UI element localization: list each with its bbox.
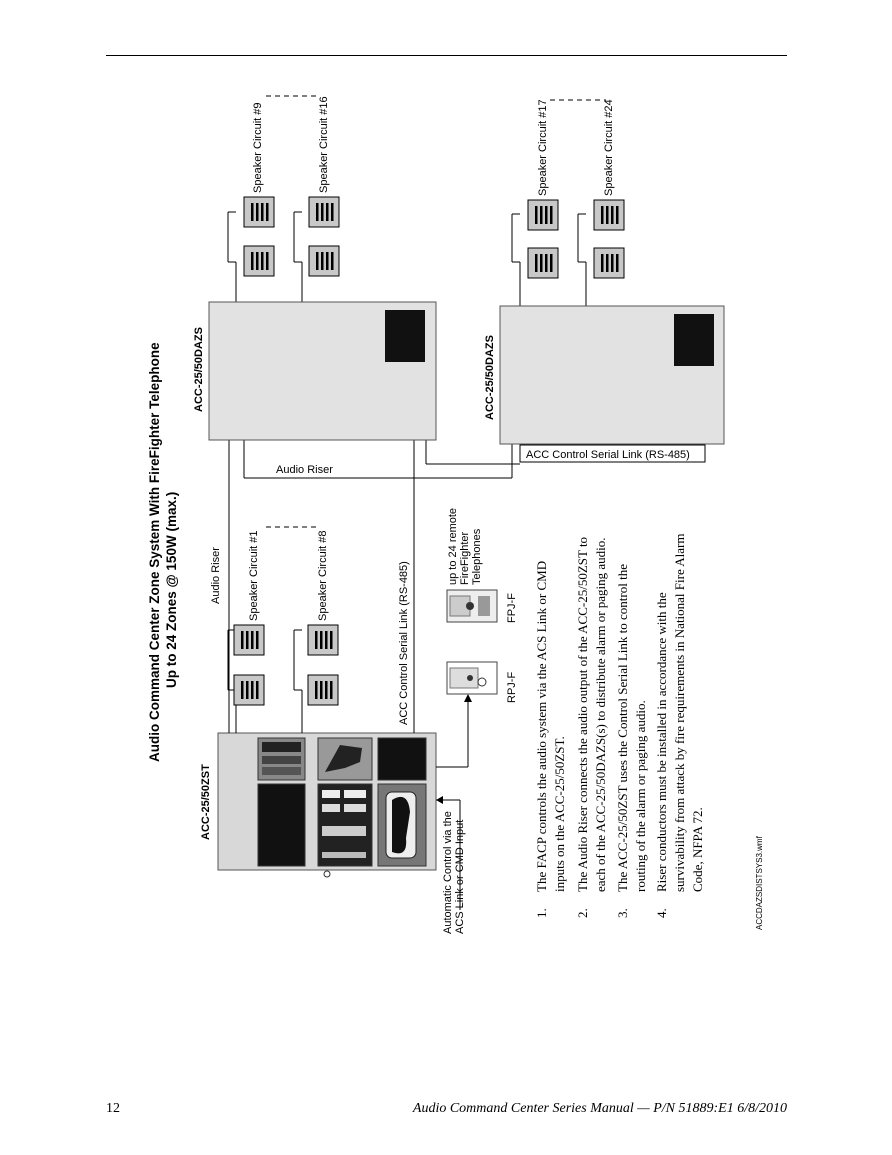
note-1-line1: The FACP controls the audio system via the ACS Link or CMD <box>534 560 549 892</box>
note-1-number: 1. <box>534 908 549 918</box>
speaker-group-17 <box>528 200 624 278</box>
serial-link-box-label: ACC Control Serial Link (RS-485) <box>526 449 690 461</box>
note-2-number: 2. <box>575 908 590 918</box>
audio-riser-left-label: Audio Riser <box>210 547 222 604</box>
speaker-group-9 <box>244 197 339 276</box>
audio-riser-top-label: Audio Riser <box>276 464 333 476</box>
rpj-f-jack <box>447 662 497 694</box>
diagram-title-line2: Up to 24 Zones @ 150W (max.) <box>164 491 179 688</box>
note-2-line2: each of the ACC-25/50DAZS(s) to distribute alarm or paging audio. <box>593 537 608 892</box>
auto-control-label-1: Automatic Control via the <box>442 811 454 934</box>
note-4-line1: Riser conductors must be installed in accordance with the <box>654 592 669 892</box>
diagram-title-line1: Audio Command Center Zone System With FireFighter Telephone <box>147 342 162 762</box>
speaker-circuit-16-label: Speaker Circuit #16 <box>318 96 330 193</box>
file-reference: ACCDAZSDISTSYS3.wmf <box>755 836 764 930</box>
note-4-line3: Code, NFPA 72. <box>690 807 705 892</box>
remote-phones-label-2: FireFighter <box>459 531 471 585</box>
zst-label: ACC-25/50ZST <box>200 764 212 840</box>
note-4-line2: survivability from attack by fire requirements in National Fire Alarm <box>672 533 687 892</box>
note-2-line1: The Audio Riser connects the audio output of the ACC-25/50ZST to <box>575 536 590 892</box>
page-number: 12 <box>106 1101 120 1116</box>
note-4-number: 4. <box>654 908 669 918</box>
dazs2-label: ACC-25/50DAZS <box>484 335 496 420</box>
speaker-circuit-1-label: Speaker Circuit #1 <box>248 530 260 621</box>
note-3-line1: The ACC-25/50ZST uses the Control Serial Link to control the <box>615 564 630 892</box>
fpj-f-label: FPJ-F <box>506 593 518 623</box>
note-1-line2: inputs on the ACC-25/50ZST. <box>552 736 567 892</box>
note-3-number: 3. <box>615 908 630 918</box>
dazs-panel-1 <box>209 302 436 440</box>
remote-phones-label-3: Telephones <box>471 528 483 585</box>
serial-link-main-label: ACC Control Serial Link (RS-485) <box>398 561 410 725</box>
auto-control-label-2: ACS Link or CMD Input <box>454 819 466 934</box>
dazs-panel-2 <box>500 306 724 444</box>
notes-list <box>534 534 705 918</box>
speaker-group-1 <box>234 625 338 705</box>
remote-phones-label-1: up to 24 remote <box>447 507 459 585</box>
speaker-circuit-17-label: Speaker Circuit #17 <box>537 99 549 196</box>
rpj-f-label: RPJ-F <box>506 671 518 703</box>
speaker-circuit-8-label: Speaker Circuit #8 <box>317 530 329 621</box>
fpj-f-jack <box>447 590 497 622</box>
zst-panel <box>218 733 436 877</box>
dazs1-label: ACC-25/50DAZS <box>193 327 205 412</box>
note-3-line2: routing of the alarm or paging audio. <box>633 700 648 892</box>
speaker-circuit-9-label: Speaker Circuit #9 <box>252 102 264 193</box>
speaker-circuit-24-label: Speaker Circuit #24 <box>603 99 615 196</box>
footer-title: Audio Command Center Series Manual — P/N 51889:E1 6/8/2010 <box>412 1101 787 1116</box>
